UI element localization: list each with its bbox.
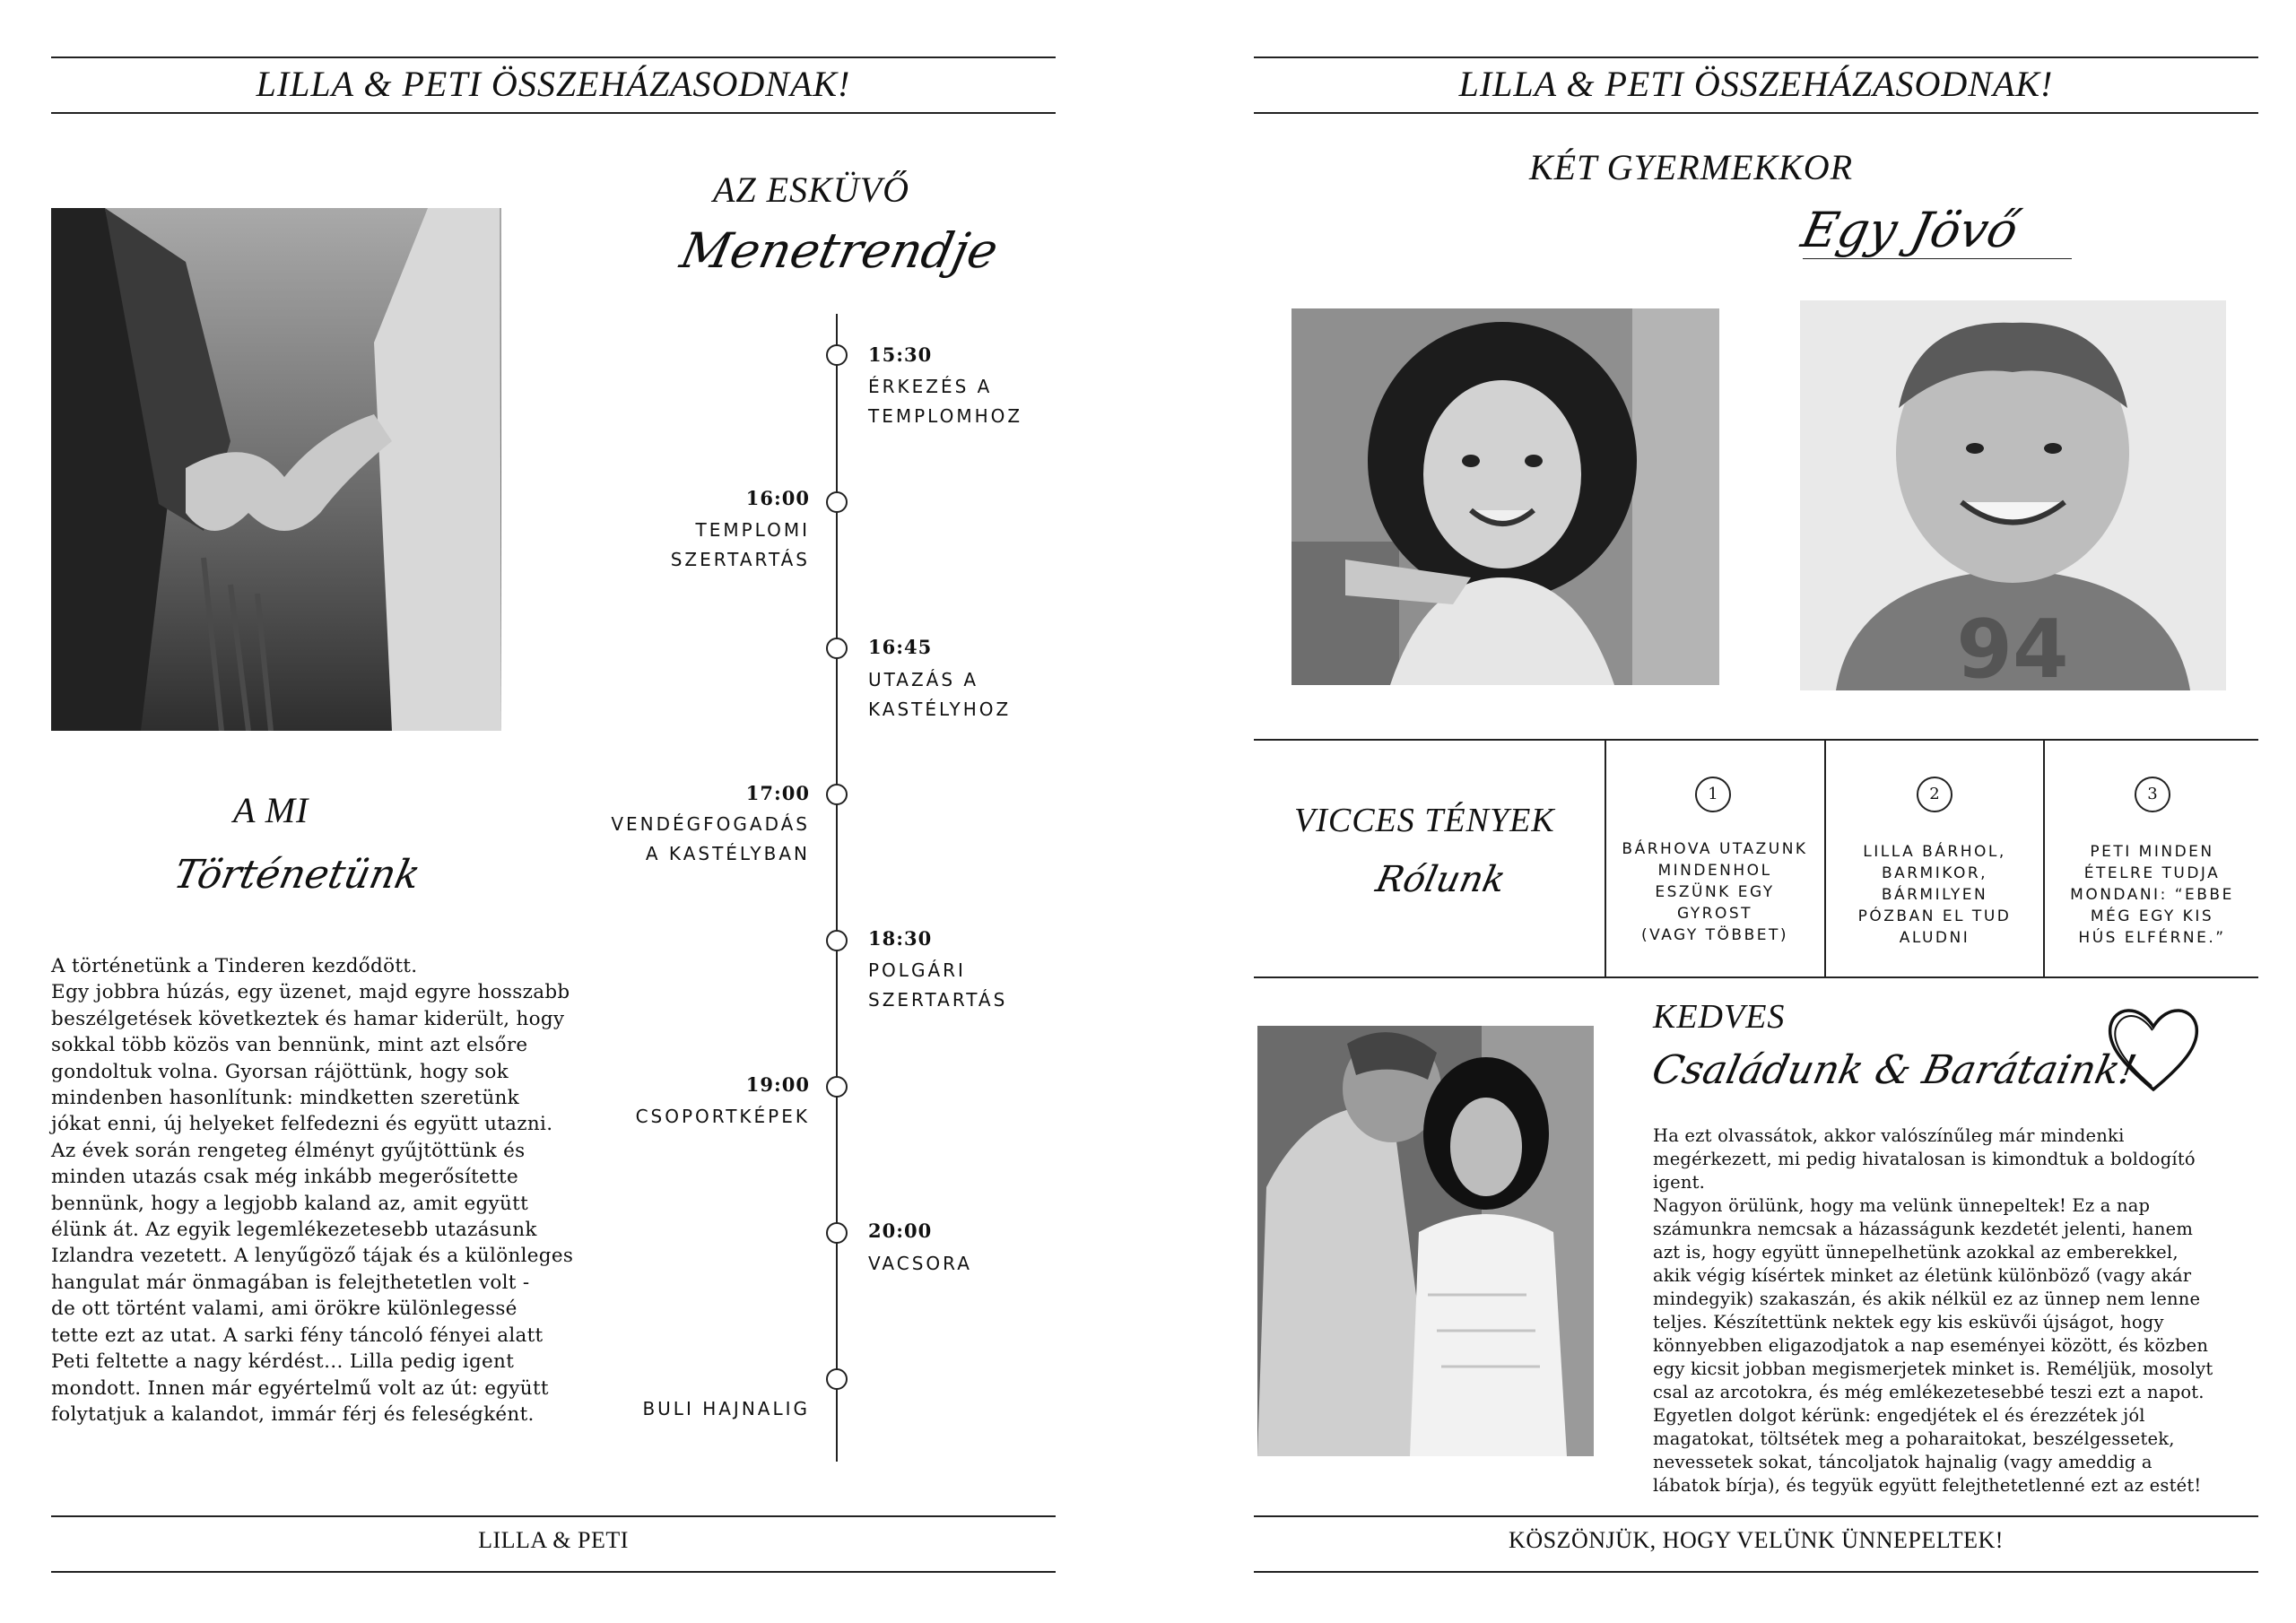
footer-text: KÖSZÖNJÜK, HOGY VELÜNK ÜNNEPELTEK! (1509, 1527, 2004, 1553)
event-time: 16:00 (745, 487, 810, 509)
facts-title-script: Rólunk (1372, 859, 1509, 900)
fact-number-badge: 2 (1917, 777, 1952, 812)
event-label: TEMPLOMI SZERTARTÁS (670, 519, 810, 570)
event-label: UTAZÁS A KASTÉLYHOZ (868, 669, 1012, 720)
fact-text: LILLA BÁRHOL, BARMIKOR, BÁRMILYEN PÓZBAN EL TUD ALUDNI (1857, 843, 2012, 947)
timeline-line (836, 314, 838, 1462)
boy-childhood-photo (1800, 300, 2226, 690)
schedule-title-script: Menetrendje (675, 222, 1004, 279)
event-time: 16:45 (868, 636, 933, 658)
facts-divider (1605, 739, 1606, 978)
masthead-rule-top (51, 56, 1056, 58)
event-time: 20:00 (868, 1219, 933, 1242)
girl-childhood-photo (1292, 308, 1719, 685)
timeline-dot (826, 930, 848, 951)
story-title-caps: A MI (233, 790, 309, 830)
fact-text: PETI MINDEN ÉTELRE TUDJA MONDANI: “EBBE MÉG EGY KIS HÚS ELFÉRNE.” (2070, 843, 2234, 947)
event-time: 17:00 (745, 782, 810, 804)
event-time: 19:00 (745, 1073, 810, 1096)
footer-rule-top (51, 1515, 1056, 1517)
letter-title-script: Családunk & Barátaink! (1648, 1047, 2141, 1093)
story-title-script: Történetünk (170, 852, 424, 898)
fact-text: BÁRHOVA UTAZUNK MINDENHOL ESZÜNK EGY GYROST (VAGY TÖBBET) (1622, 840, 1808, 944)
timeline-dot (826, 344, 848, 366)
footer-rule-top (1254, 1515, 2258, 1517)
event-time: 18:30 (868, 927, 933, 950)
svg-text:94: 94 (1956, 603, 2069, 690)
event-label: CSOPORTKÉPEK (635, 1106, 810, 1127)
footer-rule-bottom (1254, 1571, 2258, 1573)
story-text: A történetünk a Tinderen kezdődött. Egy jobbra húzás, egy üzenet, majd egyre hosszabb beszélgetések következtek és hamar kiderült, hogy sokkal több közös van bennünk, mint azt elsőre gondoltuk volna. Gyorsan rájöttünk, hogy sok mindenben hasonlítunk: mindketten szeretünk jókat enni, új helyeket felfedezni és együtt utazni. Az évek során rengeteg élményt gyűjtöttünk és minden utazás csak még inkább megerősítette bennünk, hogy a legjobb kaland az, amit együtt élünk át. Az egyik legemlékezetesebb utazásunk Izlandra vezetett. A lenyűgöző tájak és a különleges hangulat már önmagában is felejthetetlen volt - de ott történt valami, ami örökre különlegessé tette ezt az utat. A sarki fény táncoló fényei alatt Peti feltette a nagy kérdést… Lilla pedig igent mondott. Innen már egyértelmű volt az út: együtt folytatjuk a kalandot, immár férj és feleségként. (51, 955, 574, 1426)
heart-icon (2103, 1000, 2204, 1098)
facts-rule-top (1254, 739, 2258, 741)
event-time: 15:30 (868, 343, 933, 366)
couple-photo (1257, 1026, 1594, 1456)
timeline-dot (826, 1368, 848, 1390)
timeline-dot (826, 1076, 848, 1098)
children-title-script: Egy Jövő (1796, 202, 2023, 258)
hands-photo (51, 208, 501, 731)
timeline-dot (826, 491, 848, 513)
letter-title-caps: KEDVES (1653, 998, 1786, 1036)
schedule-title-caps: AZ ESKÜVŐ (713, 169, 909, 210)
facts-rule-bottom (1254, 976, 2258, 978)
event-label: VENDÉGFOGADÁS A KASTÉLYBAN (611, 813, 810, 864)
event-label: ÉRKEZÉS A TEMPLOMHOZ (868, 376, 1023, 427)
footer-rule-bottom (51, 1571, 1056, 1573)
script-underline (1803, 258, 2072, 259)
facts-title-caps: VICCES TÉNYEK (1294, 802, 1555, 839)
masthead-title: LILLA & PETI ÖSSZEHÁZASODNAK! (256, 64, 851, 104)
event-label: VACSORA (868, 1253, 972, 1274)
facts-divider (2043, 739, 2045, 978)
masthead-rule-bottom (1254, 112, 2258, 114)
timeline-dot (826, 638, 848, 659)
masthead-rule-top (1254, 56, 2258, 58)
facts-divider (1824, 739, 1826, 978)
event-label: BULI HAJNALIG (642, 1398, 810, 1419)
letter-text: Ha ezt olvassátok, akkor valószínűleg már mindenki megérkezett, mi pedig hivatalosan is kimondtuk a boldogító igent. Nagyon örülünk, hogy ma velünk ünnepeltek! Ez a nap számunkra nemcsak a házasságunk kezdetét jelenti, hanem azt is, hogy együtt ünnepelhetünk azokkal az emberekkel, akik végig kísértek minket az életünk különböző (vagy akár mindegyik) szakaszán, és akik nélkül ez az ünnep nem lenne teljes. Készítettünk nektek egy kis esküvői újságot, hogy könnyebben eligazodjatok a nap eseményei között, és közben egy kicsit jobban megismerjetek minket is. Reméljük, mosolyt csal az arcotokra, és még emlékezetesebbé teszi ezt a napot. Egyetlen dolgot kérünk: engedjétek el és érezzétek jól magatokat, töltsétek meg a poharaitokat, beszélgessetek, nevessetek sokat, táncoljatok hajnalig (vagy ameddig a lábatok bírja), és tegyük együtt felejthetetlenné ezt az estét! (1653, 1125, 2213, 1496)
masthead-rule-bottom (51, 112, 1056, 114)
fact-number-badge: 3 (2135, 777, 2170, 812)
footer-text: LILLA & PETI (478, 1527, 629, 1553)
timeline-dot (826, 1222, 848, 1244)
masthead-title: LILLA & PETI ÖSSZEHÁZASODNAK! (1458, 64, 2054, 104)
children-title-caps: KÉT GYERMEKKOR (1529, 147, 1854, 187)
event-label: POLGÁRI SZERTARTÁS (868, 959, 1008, 1011)
timeline-dot (826, 784, 848, 805)
fact-number-badge: 1 (1695, 777, 1731, 812)
